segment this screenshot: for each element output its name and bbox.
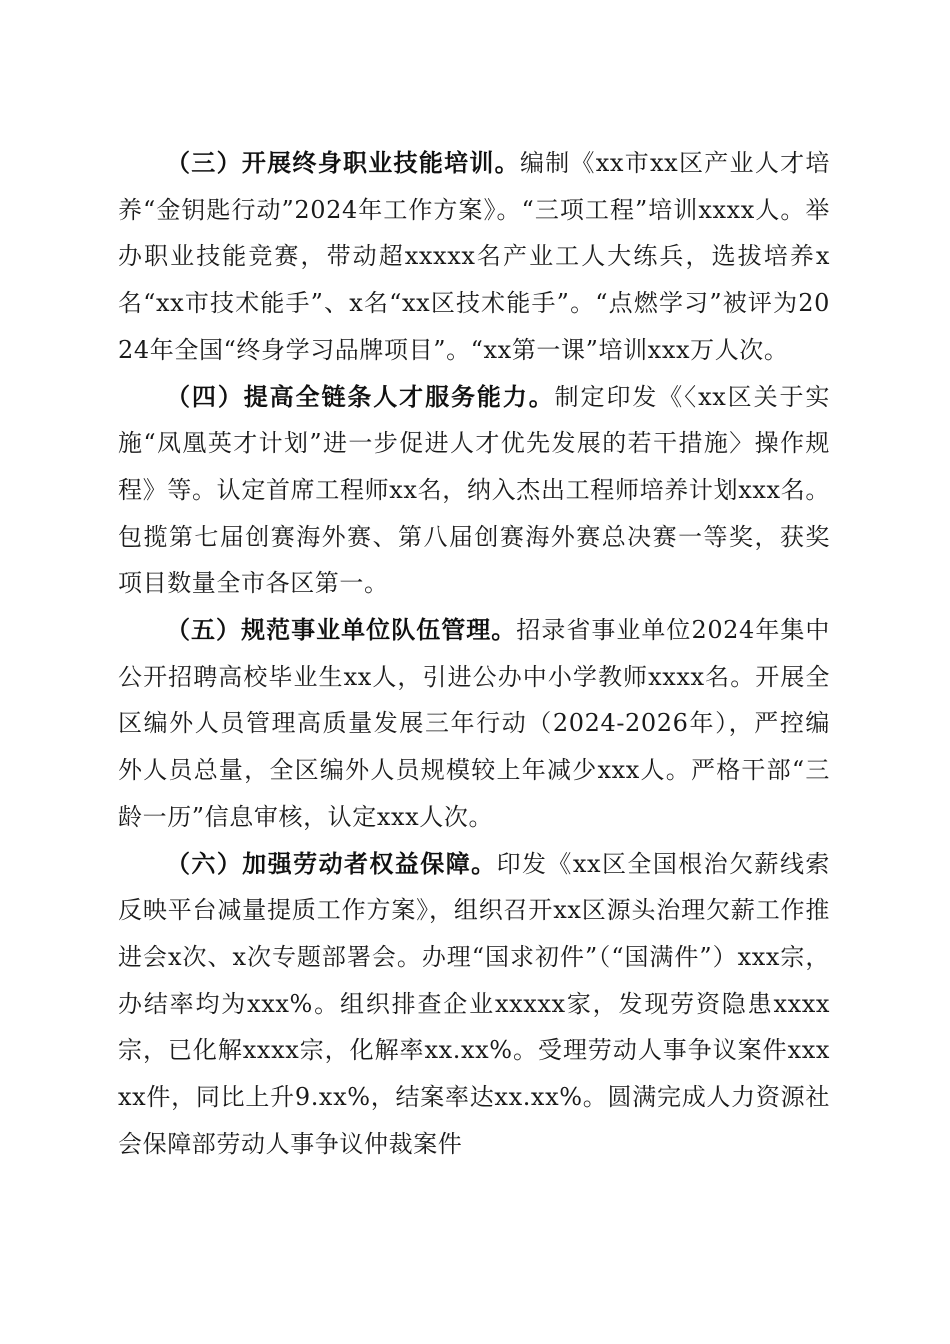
paragraph-worker-rights: [118, 841, 830, 1168]
section-heading-4: （四）提高全链条人才服务能力。: [166, 382, 555, 411]
section-text-5: 招录省事业单位2024年集中公开招聘高校毕业生xx人，引进公办中小学教师xxxx名。开展全区编外人员管理高质量发展三年行动（2024-2026年），严控编外人员总量，全区编外人员规模较上年减少xxx人。严格干部“三龄一历”信息审核，认定xxx人次。: [118, 616, 830, 831]
section-text-3: 编制《xx市xx区产业人才培养“金钥匙行动”2024年工作方案》。“三项工程”培训xxxx人。举办职业技能竞赛，带动超xxxxx名产业工人大练兵，选拔培养x名“xx市技术能手”、x名“xx区技术能手”。“点燃学习”被评为2024年全国“终身学习品牌项目”。“xx第一课”培训xxx万人次。: [118, 149, 830, 364]
paragraph-institution-management: [118, 607, 830, 841]
section-text-4: 制定印发《〈xx区关于实施“凤凰英才计划”进一步促进人才优先发展的若干措施〉操作规程》等。认定首席工程师xx名，纳入杰出工程师培养计划xxx名。包揽第七届创赛海外赛、第八届创赛海外赛总决赛一等奖，获奖项目数量全市各区第一。: [118, 382, 830, 598]
document-body: [118, 140, 830, 1167]
paragraph-skills-training: [118, 140, 830, 374]
section-heading-6: （六）加强劳动者权益保障。: [166, 849, 497, 878]
paragraph-talent-service: [118, 374, 830, 608]
section-heading-3: （三）开展终身职业技能培训。: [166, 149, 520, 177]
section-text-6: 印发《xx区全国根治欠薪线索反映平台减量提质工作方案》，组织召开xx区源头治理欠薪工作推进会x次、x次专题部署会。办理“国求初件”（“国满件”）xxx宗，办结率均为xxx%。组织排查企业xxxxx家，发现劳资隐患xxxx宗，已化解xxxx宗，化解率xx.xx%。受理劳动人事争议案件xxxxx件，同比上升9.xx%，结案率达xx.xx%。圆满完成人力资源社会保障部劳动人事争议仲裁案件: [118, 849, 830, 1158]
section-heading-5: （五）规范事业单位队伍管理。: [166, 616, 517, 645]
